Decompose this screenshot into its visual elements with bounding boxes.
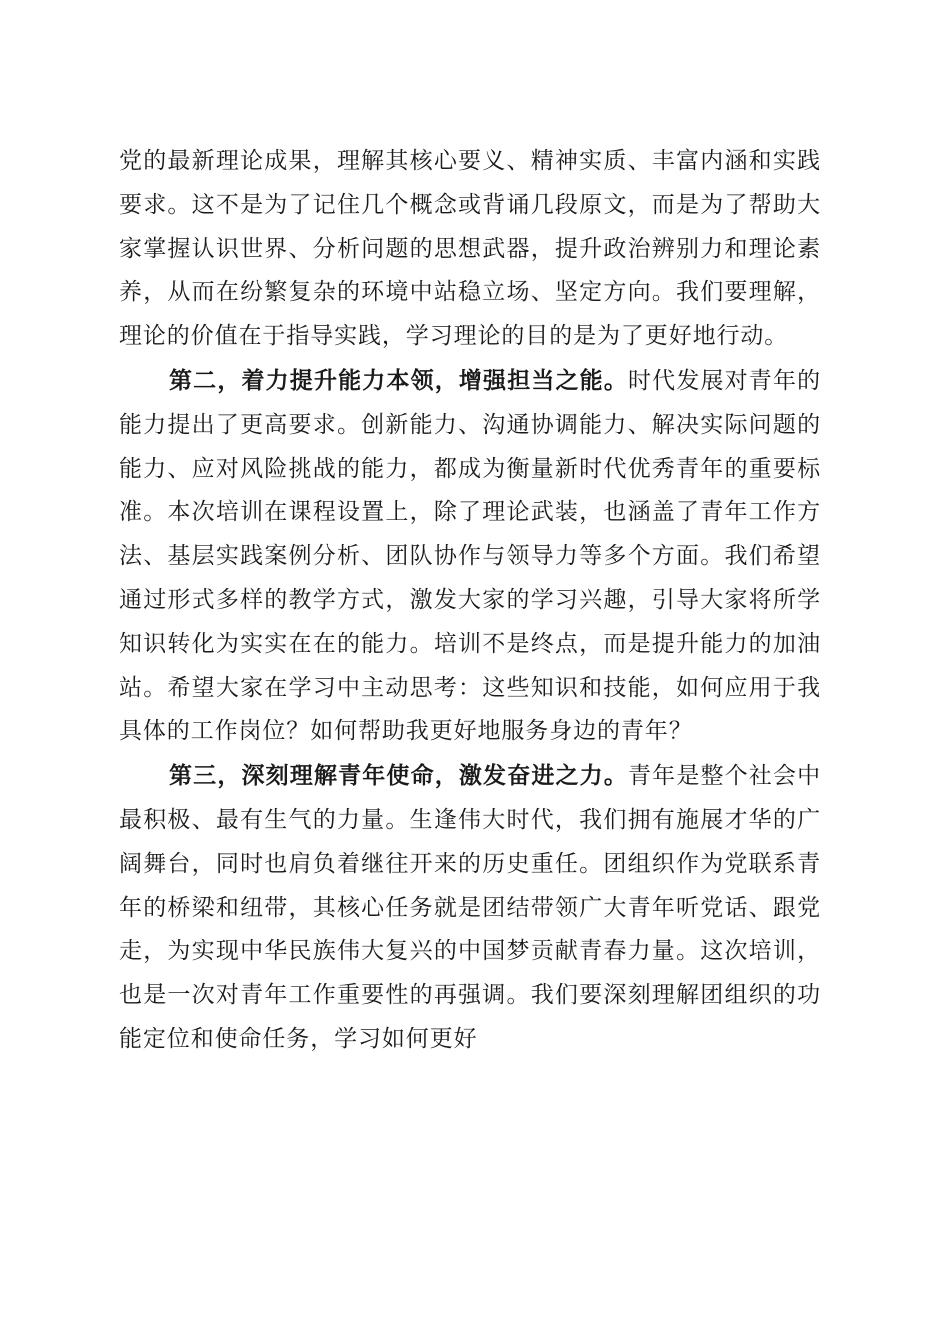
paragraph-text: 时代发展对青年的能力提出了更高要求。创新能力、沟通协调能力、解决实际问题的能力、应对风险挑战的能力，都成为衡量新时代优秀青年的重要标准。本次培训在课程设置上，除了理论武装，也涵盖了青年工作方法、基层实践案例分析、团队协作与领导力等多个方面。我们希望通过形式多样的教学方式，激发大家的学习兴趣，引导大家将所学知识转化为实实在在的能力。培训不是终点，而是提升能力的加油站。希望大家在学习中主动思考：这些知识和技能，如何应用于我具体的工作岗位？如何帮助我更好地服务身边的青年？ — [119, 367, 822, 745]
document-body — [119, 140, 821, 1062]
paragraph-text: 青年是整个社会中最积极、最有生气的力量。生逢伟大时代，我们拥有施展才华的广阔舞台，同时也肩负着继往开来的历史重任。团组织作为党联系青年的桥梁和纽带，其核心任务就是团结带领广大青年听党话、跟党走，为实现中华民族伟大复兴的中国梦贡献青春力量。这次培训，也是一次对青年工作重要性的再强调。我们要深刻理解团组织的功能定位和使命任务，学习如何更好 — [119, 763, 822, 1052]
paragraph-third-point — [119, 754, 821, 1062]
paragraph-text: 党的最新理论成果，理解其核心要义、精神实质、丰富内涵和实践要求。这不是为了记住几个概念或背诵几段原文，而是为了帮助大家掌握认识世界、分析问题的思想武器，提升政治辨别力和理论素养，从而在纷繁复杂的环境中站稳立场、坚定方向。我们要理解，理论的价值在于指导实践，学习理论的目的是为了更好地行动。 — [119, 148, 821, 350]
paragraph-lead-heading: 第三，深刻理解青年使命，激发奋进之力。 — [169, 762, 628, 790]
paragraph-continuation — [119, 140, 821, 359]
paragraph-lead-heading: 第二，着力提升能力本领，增强担当之能。 — [169, 366, 628, 394]
paragraph-second-point — [119, 359, 821, 754]
